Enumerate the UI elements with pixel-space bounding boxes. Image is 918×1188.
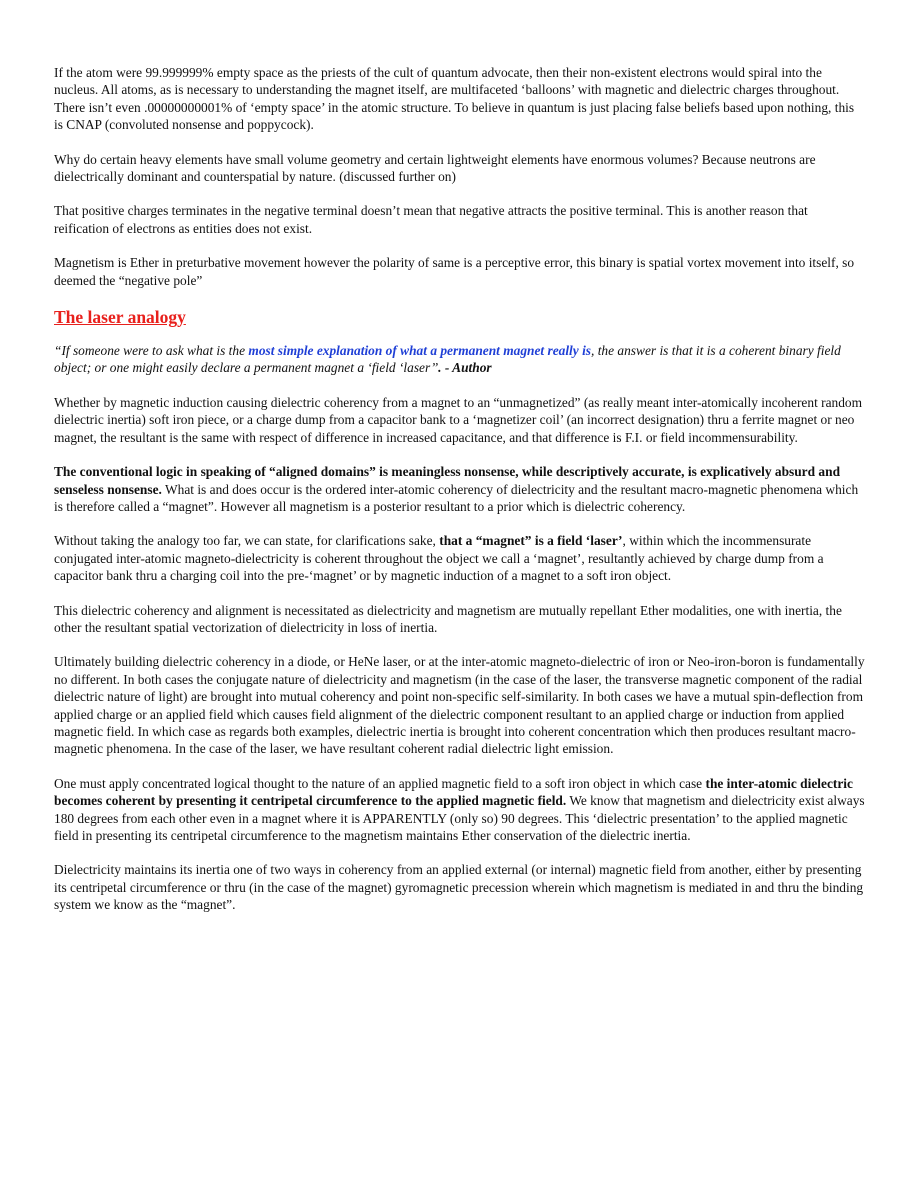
paragraph-magnetic-induction: Whether by magnetic induction causing dielectric coherency from a magnet to an “unmagnetized” (as really meant inter-atomically incoherent random dielectric inertia) soft iron piece, or a charge dump from a capacitor bank to a ‘magnetizer coil’ (an incorrect designation) thru a ferrite magnet or neo magnet, the resultant is the same with respect of difference in increased capacitance, and that difference is F.I. or field incommensurability. <box>54 394 863 445</box>
author-quote <box>54 342 866 377</box>
quote-text-end: , the answer is that it is a coherent binary field object; or one might easily declare a permanent magnet a ‘field ‘laser’’ <box>54 343 841 376</box>
quote-emphasis: most simple explanation of what a permanent magnet really is <box>248 343 592 359</box>
applied-field-end: We know that magnetism and dielectricity exist always 180 degrees from each other even in a magnet where it is APPARENTLY (only so) 90 degrees. This ‘dielectric presentation’ to the applied magnetic field in presenting its centripetal circumference to the magnetism maintains Ether conservation of the dielectric inertia. <box>54 793 865 843</box>
applied-field-start: One must apply concentrated logical thought to the nature of an applied magnetic field to a soft iron object in which case <box>54 775 706 791</box>
paragraph-magnetism-ether: Magnetism is Ether in preturbative movement however the polarity of same is a perceptive error, this binary is spatial vortex movement into itself, so deemed the “negative pole” <box>54 255 855 288</box>
quote-author: . - Author <box>438 360 492 376</box>
quote-text-start: “If someone were to ask what is the <box>54 343 249 359</box>
paragraph-atom-empty-space: If the atom were 99.999999% empty space as the priests of the cult of quantum advocate, then their non-existent electrons would spiral into the nucleus. All atoms, as is necessary to understanding the magnet itself, are multifaceted ‘balloons’ with magnetic and dielectric charges throughout. There isn’t even .00000000001% of ‘empty space’ in the atomic structure. To believe in quantum is just placing false beliefs based upon nothing, this is CNAP (convoluted nonsense and poppycock). <box>54 65 855 133</box>
paragraph-applied-field <box>54 775 866 845</box>
field-laser-end: , within which the incommensurate conjugated inter-atomic magneto-dielectricity is coherent throughout the object we call a ‘magnet’, resultantly achieved by charge dump from a capacitor bank thru a charging coil into the pre-‘magnet’ or by magnetic induction of a magnet to a soft iron object. <box>54 533 824 584</box>
field-laser-bold: that a “magnet” is a field ‘laser’ <box>439 533 623 549</box>
paragraph-positive-charges: That positive charges terminates in the negative terminal doesn’t mean that negative attracts the positive terminal. This is another reason that reification of electrons as entities does not exist. <box>54 203 808 236</box>
field-laser-start: Without taking the analogy too far, we can state, for clarifications sake, <box>54 533 440 549</box>
aligned-domains-rest: What is and does occur is the ordered inter-atomic coherency of dielectricity and the resultant macro-magnetic phenomena which is therefore called a “magnet”. However all magnetism is a posterior resultant to a prior which is dielectric coherency. <box>54 481 859 514</box>
paragraph-diode-laser: Ultimately building dielectric coherency in a diode, or HeNe laser, or at the inter-atomic magneto-dielectric of iron or Neo-iron-boron is fundamentally no different. In both cases the conjugate nature of dielectricity and magnetism (in the case of the laser, the transverse magnetic component of the radial dielectric nature of light) are brought into mutual coherency and point non-specific self-similarity. In both cases we have a mutual spin-deflection from applied charge or an applied field which causes field alignment of the dielectric component resultant to an applied charge or induction from applied magnetic field. In which case as regards both examples, dielectric inertia is brought into coherent concentration which then produces resultant macro-magnetic phenomena. In the case of the laser, we have resultant coherent radial dielectric light emission. <box>54 654 865 757</box>
paragraph-dielectric-coherency: This dielectric coherency and alignment is necessitated as dielectricity and magnetism are mutually repellant Ether modalities, one with inertia, the other the resultant spatial vectorization of dielectricity in loss of inertia. <box>54 602 842 635</box>
section-heading: The laser analogy <box>54 307 186 328</box>
paragraph-heavy-elements: Why do certain heavy elements have small volume geometry and certain lightweight elements have enormous volumes? Because neutrons are dielectrically dominant and counterspatial by nature. (discussed further on) <box>54 151 816 185</box>
paragraph-aligned-domains <box>54 463 866 515</box>
paragraph-field-laser <box>54 532 866 584</box>
paragraph-dielectric-inertia: Dielectricity maintains its inertia one of two ways in coherency from an applied external (or internal) magnetic field from another, either by presenting its centripetal circumference or thru (in the case of the magnet) gyromagnetic precession wherein which magnetism is mediated in and thru the binding system we know as the “magnet”. <box>54 862 864 913</box>
document-page <box>54 64 866 931</box>
aligned-domains-bold: The conventional logic in speaking of “aligned domains” is meaningless nonsense, while descriptively accurate, is explicatively absurd and senseless nonsense. <box>54 464 841 497</box>
applied-field-bold: the inter-atomic dielectric becomes coherent by presenting it centripetal circumference to the applied magnetic field. <box>54 775 853 809</box>
